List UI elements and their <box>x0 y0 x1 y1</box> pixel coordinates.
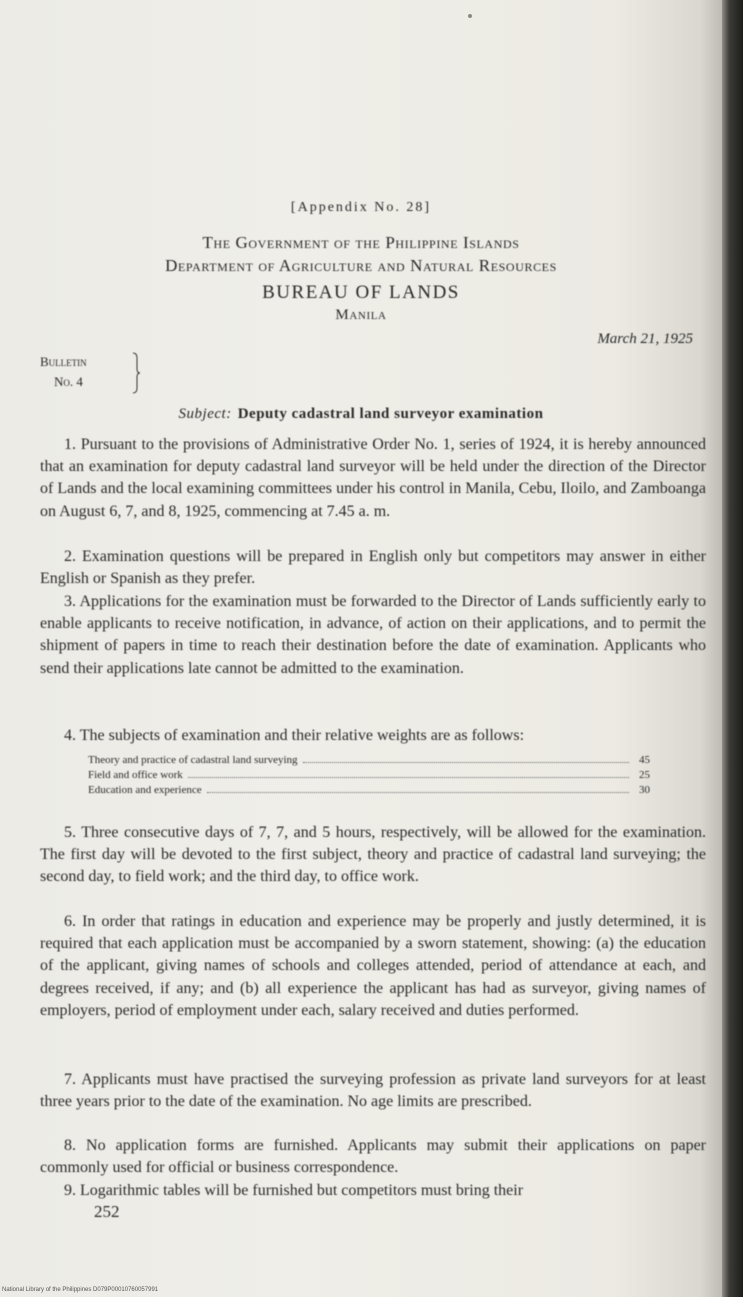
leader-dots <box>207 783 629 793</box>
subject-label: Subject: <box>178 406 232 422</box>
paragraph-9: 9. Logarithmic tables will be furnished but competitors must bring their <box>64 1182 524 1199</box>
right-brace-icon <box>132 352 140 394</box>
bulletin-label: Bulletin <box>40 354 87 369</box>
paragraph-7: 7. Applicants must have practised the surveying profession as private land surveyors for at least three years prior to the date of the examination. No age limits are prescribed. <box>40 1071 706 1111</box>
document-date: March 21, 1925 <box>597 331 693 347</box>
government-heading: The Government of the Philippine Islands <box>202 233 520 252</box>
weights-row <box>88 783 650 798</box>
bulletin-block <box>40 352 87 392</box>
weights-value: 25 <box>639 769 650 781</box>
weights-subject: Theory and practice of cadastral land surveying <box>88 754 298 766</box>
appendix-label: [Appendix No. 28] <box>290 200 432 215</box>
scan-footer: National Library of the Philippines D079P00010760057991 <box>2 1287 159 1293</box>
weights-value: 45 <box>639 754 650 766</box>
weights-subject: Education and experience <box>88 784 202 796</box>
weights-value: 30 <box>639 784 650 796</box>
paragraph-8: 8. No application forms are furnished. Applicants may submit their applications on paper commonly used for official or business correspondence. <box>40 1137 706 1177</box>
bureau-heading: BUREAU OF LANDS <box>262 282 460 303</box>
subject-line <box>0 406 722 423</box>
department-heading: Department of Agriculture and Natural Resources <box>165 256 557 275</box>
weights-table <box>88 753 650 798</box>
paragraph-2: 2. Examination questions will be prepared in English only but competitors may answer in either English or Spanish as they prefer. <box>40 548 706 588</box>
leader-dots <box>303 753 629 763</box>
subject-text: Deputy cadastral land surveyor examination <box>237 406 544 422</box>
city-heading: Manila <box>335 307 387 323</box>
weights-row <box>88 768 650 783</box>
weights-row <box>88 753 650 768</box>
paragraph-3: 3. Applications for the examination must be forwarded to the Director of Lands sufficiently early to enable applicants to receive notification, in advance, of action on their applications, and to permit the shipment of papers in time to reach their destination before the date of examination. Applicants who send their applications late cannot be admitted to the examination. <box>40 593 706 677</box>
paragraph-1: 1. Pursuant to the provisions of Administrative Order No. 1, series of 1924, it is hereby announced that an examination for deputy cadastral land surveyor will be held under the direction of the Director of Lands and the local examining committees under his control in Manila, Cebu, Iloilo, and Zamboanga on August 6, 7, and 8, 1925, commencing at 7.45 a. m. <box>40 436 706 520</box>
bulletin-number: No. 4 <box>54 374 83 389</box>
paragraph-5: 5. Three consecutive days of 7, 7, and 5 hours, respectively, will be allowed for the examination. The first day will be devoted to the first subject, theory and practice of cadastral land surveying; the second day, to field work; and the third day, to office work. <box>40 824 706 886</box>
weights-subject: Field and office work <box>88 769 183 781</box>
paragraph-6: 6. In order that ratings in education and experience may be properly and justly determined, it is required that each application must be accompanied by a sworn statement, showing: (a) the education of the applicant, giving names of schools and colleges attended, period of attendance at each, and degrees received, if any; and (b) all experience the applicant has had as surveyor, giving names of employers, period of employment under each, salary received and duties performed. <box>40 913 706 1019</box>
page-gutter-shadow <box>722 0 743 1297</box>
page-number: 252 <box>94 1202 120 1221</box>
paragraph-4: 4. The subjects of examination and their relative weights are as follows: <box>64 727 525 744</box>
leader-dots <box>188 768 629 778</box>
speck-mark <box>468 14 472 18</box>
